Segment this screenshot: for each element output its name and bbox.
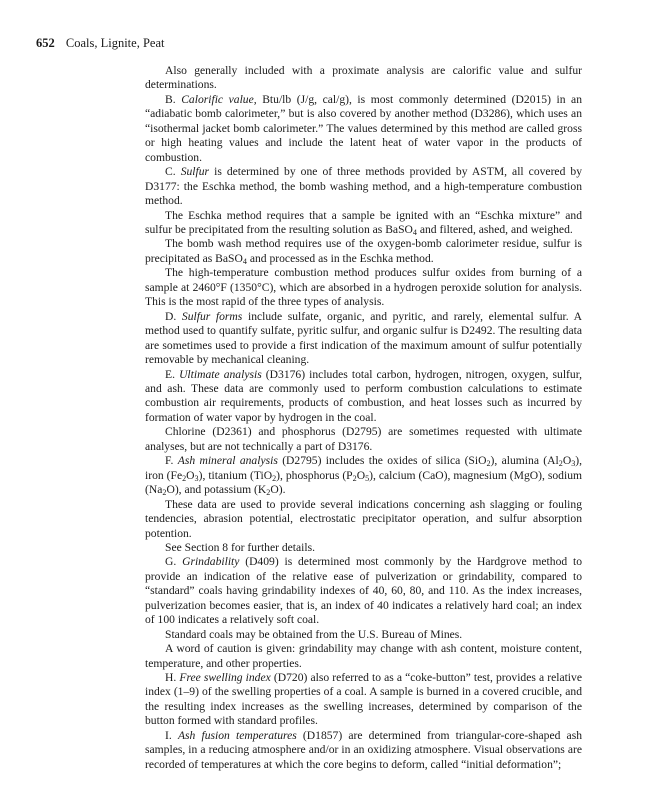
text-run: and processed as in the Eschka method. xyxy=(246,251,434,265)
text-run: O xyxy=(186,468,195,482)
paragraph-grindability xyxy=(145,555,582,627)
text-run: O xyxy=(562,454,572,468)
paragraph-sulfur-forms xyxy=(145,310,582,368)
paragraph-ash-indications: These data are used to provide several indications concerning ash slagging or fouling tendencies, abrasion potential, electrostatic precipitator operation, and sulfur absorption potention. xyxy=(145,497,582,540)
running-header xyxy=(36,36,164,51)
text-run: O). xyxy=(270,483,286,497)
text-run: ), titanium (TiO xyxy=(198,468,273,482)
paragraph-caution: A word of caution is given: grindability may change with ash content, moisture content, temperature, and other properties. xyxy=(145,642,582,670)
subscript: 3 xyxy=(571,459,576,469)
paragraph-sulfur xyxy=(145,165,582,208)
paragraph-free-swelling xyxy=(145,671,582,729)
subscript: 2 xyxy=(266,488,271,498)
text-run: The Eschka method requires that a sample be ignited with an “Eschka mixture” and sulfur be precipitated from the resulting solution as BaSO xyxy=(145,208,582,236)
item-letter: F. xyxy=(165,454,174,468)
body-text xyxy=(145,64,582,772)
item-letter: D. xyxy=(165,309,177,323)
text-run: The bomb wash method requires use of the oxygen-bomb calorimeter residue, sulfur is precipitated as BaSO xyxy=(145,237,582,265)
text-run: ), iron (Fe xyxy=(145,454,583,482)
item-text: (D3176) includes total carbon, hydrogen, nitrogen, oxygen, sulfur, and ash. These data are commonly used to perform combustion calculations to estimate combustion air requirements, products of combustion, and heat losses such as incurred by formation of water vapor by hydrogen in the coal. xyxy=(145,367,582,424)
item-letter: C. xyxy=(165,165,176,179)
item-letter: E. xyxy=(165,367,175,381)
paragraph-standard-coals: Standard coals may be obtained from the U.S. Bureau of Mines. xyxy=(165,627,463,641)
text-run: ), alumina (Al xyxy=(490,454,559,468)
subscript: 2 xyxy=(352,473,357,483)
item-term: Sulfur xyxy=(180,165,210,179)
subscript: 2 xyxy=(182,473,187,483)
item-term: Ash fusion temperatures xyxy=(177,728,297,742)
item-term: Calorific value, xyxy=(181,92,257,106)
item-term: Sulfur forms xyxy=(181,309,243,323)
item-term: Free swelling index xyxy=(179,671,271,685)
item-text: include sulfate, organic, and pyritic, and rarely, elemental sulfur. A method used to quantify sulfate, pyritic sulfur, and organic sulfur is D2492. The resulting data are sometimes used to provide a first indication of the maximum amount of sulfur potentially removable by mechanical cleaning. xyxy=(145,309,582,367)
text-run: and filtered, ashed, and weighed. xyxy=(416,222,573,236)
paragraph-ultimate-analysis xyxy=(145,368,582,426)
paragraph: Also generally included with a proximate analysis are calorific value and sulfur determinations. xyxy=(145,64,582,92)
item-letter: I. xyxy=(165,728,172,742)
subscript: 4 xyxy=(242,256,247,266)
text-run: (D2795) includes the oxides of silica (SiO xyxy=(282,454,487,468)
item-letter: B. xyxy=(165,92,176,106)
subscript: 2 xyxy=(558,459,563,469)
subscript: 4 xyxy=(412,228,417,237)
item-text: is determined by one of three methods provided by ASTM, all covered by D3177: the Eschka method, the bomb washing method, and a high-temperature combustion method. xyxy=(145,165,582,208)
running-title: Coals, Lignite, Peat xyxy=(65,36,165,50)
item-text: (D409) is determined most commonly by the Hardgrove method to provide an indication of the relative ease of pulverization or grindability, compared to “standard” coals having grindability indexes of 40, 60, 80, and 110. As the index increases, pulverization becomes easier, that is, an index of 40 indicates a relatively hard coal; an index of 100 indicates a relatively soft coal. xyxy=(145,555,582,627)
paragraph-high-temperature: The high-temperature combustion method produces sulfur oxides from burning of a sample at 2460°F (1350°C), which are absorbed in a hydrogen peroxide solution for analysis. This is the most rapid of the three types of analysis. xyxy=(145,266,582,309)
paragraph-ash-mineral xyxy=(145,454,582,497)
item-term: Ash mineral analysis xyxy=(177,454,278,468)
item-text: (D720) also referred to as a “coke-button” test, provides a relative index (1–9) of the swelling properties of a coal. A sample is burned in a covered crucible, and the resulting index increases as the swelling increases, determined by comparison of the button formed with standard profiles. xyxy=(145,671,582,728)
subscript: 3 xyxy=(194,473,199,483)
item-term: Grindability xyxy=(182,555,240,569)
page-number: 652 xyxy=(36,36,55,50)
subscript: 2 xyxy=(272,473,277,483)
item-text: Btu/lb (J/g, cal/g), is most commonly determined (D2015) in an “adiabatic bomb calorimeter,” but is also covered by another method (D3286), which uses an “isothermal jacket bomb calorimeter.” The values determined by this method are called gross or high heating values and include the latent heat of water vapor in the products of combustion. xyxy=(145,92,583,164)
text-run: ), phosphorus (P xyxy=(276,468,353,482)
paragraph-eschka xyxy=(145,209,582,238)
text-run: ), calcium (CaO), magnesium (MgO), sodium (Na xyxy=(145,468,583,497)
subscript: 5 xyxy=(365,473,370,483)
subscript: 2 xyxy=(486,459,491,469)
paragraph-ash-fusion xyxy=(145,729,582,772)
subscript: 2 xyxy=(162,488,167,498)
item-text: (D1857) are determined from triangular-core-shaped ash samples, in a reducing atmosphere and/or in an oxidizing atmosphere. Visual observations are recorded of temperatures at which the core begins to deform, called “initial deformation”; xyxy=(145,728,582,771)
paragraph-calorific-value xyxy=(145,93,582,165)
item-letter: H. xyxy=(165,671,177,685)
text-run: O), and potassium (K xyxy=(166,483,267,497)
text-run: O xyxy=(356,468,366,482)
item-term: Ultimate analysis xyxy=(179,367,262,381)
paragraph-chlorine: Chlorine (D2361) and phosphorus (D2795) are sometimes requested with ultimate analyses, but are not technically a part of D3176. xyxy=(145,425,582,453)
paragraph-see-section: See Section 8 for further details. xyxy=(165,540,316,554)
item-letter: G. xyxy=(165,555,177,569)
paragraph-bomb-wash xyxy=(145,237,582,266)
